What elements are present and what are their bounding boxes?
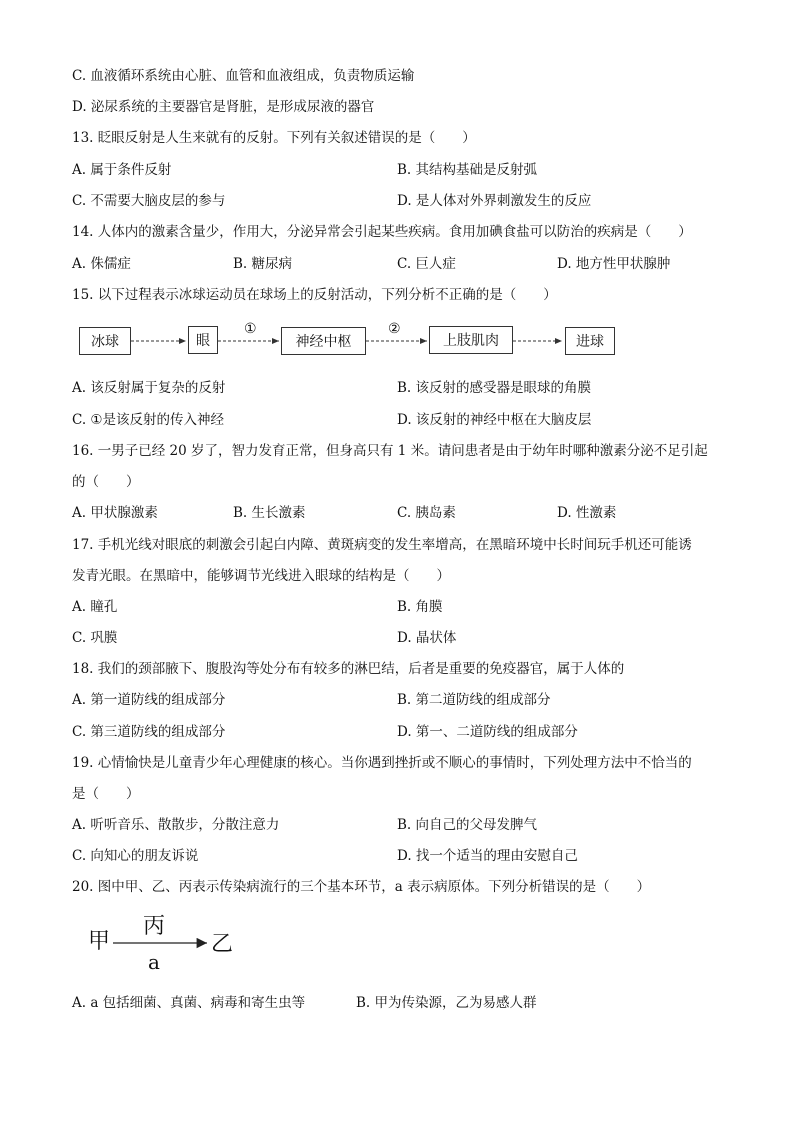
q19-stem-line1: 19. 心情愉快是儿童青少年心理健康的核心。当你遇到挫折或不顺心的事情时，下列处理方法中不恰当的 [72, 755, 692, 771]
q12-option-d: D. 泌尿系统的主要器官是肾脏，是形成尿液的器官 [72, 99, 375, 115]
q19-option-c: C. 向知心的朋友诉说 [72, 848, 199, 864]
flow-box-nerve-center: 神经中枢 [281, 327, 366, 355]
q19-option-a: A. 听听音乐、散散步，分散注意力 [72, 817, 280, 833]
q14-option-a: A. 侏儒症 [72, 256, 131, 272]
q18-option-b: B. 第二道防线的组成部分 [397, 692, 551, 708]
q13-stem: 13. 眨眼反射是人生来就有的反射。下列有关叙述错误的是（ ） [72, 130, 476, 146]
q15-option-d: D. 该反射的神经中枢在大脑皮层 [397, 412, 592, 428]
q17-option-b: B. 角膜 [397, 599, 443, 615]
flow-mark-2: ② [388, 321, 401, 337]
diagram-label-bing: 丙 [143, 914, 166, 939]
q12-option-c: C. 血液循环系统由心脏、血管和血液组成，负责物质运输 [72, 68, 415, 84]
flow-box-ice-puck: 冰球 [79, 327, 131, 355]
flow-box-goal: 进球 [565, 327, 615, 355]
q15-stem: 15. 以下过程表示冰球运动员在球场上的反射活动，下列分析不正确的是（ ） [72, 287, 557, 303]
diagram-label-a: a [148, 950, 160, 974]
q14-option-d: D. 地方性甲状腺肿 [557, 256, 671, 272]
q18-option-c: C. 第三道防线的组成部分 [72, 724, 226, 740]
q18-stem: 18. 我们的颈部腋下、腹股沟等处分布有较多的淋巴结，后者是重要的免疫器官，属于人体的 [72, 661, 625, 677]
q17-option-c: C. 巩膜 [72, 630, 118, 646]
diagram-label-yi: 乙 [211, 932, 234, 957]
flow-mark-1: ① [244, 321, 257, 337]
q16-option-a: A. 甲状腺激素 [72, 505, 158, 521]
q17-stem-line1: 17. 手机光线对眼底的刺激会引起白内障、黄斑病变的发生率增高，在黑暗环境中长时间玩手机还可能诱 [72, 537, 692, 553]
q15-option-a: A. 该反射属于复杂的反射 [72, 380, 226, 396]
diagram-label-jia: 甲 [88, 929, 111, 954]
q16-option-c: C. 胰岛素 [397, 505, 456, 521]
q13-option-c: C. 不需要大脑皮层的参与 [72, 193, 226, 209]
q17-option-a: A. 瞳孔 [72, 599, 118, 615]
q16-stem-line1: 16. 一男子已经 20 岁了，智力发育正常，但身高只有 1 米。请问患者是由于幼年时哪种激素分泌不足引起 [72, 443, 708, 459]
q17-stem-line2: 发青光眼。在黑暗中，能够调节光线进入眼球的结构是（ ） [72, 568, 450, 584]
q16-option-b: B. 生长激素 [233, 505, 306, 521]
q14-stem: 14. 人体内的激素含量少，作用大，分泌异常会引起某些疾病。食用加碘食盐可以防治的疾病是（ ） [72, 224, 692, 240]
q13-option-b: B. 其结构基础是反射弧 [397, 162, 538, 178]
q15-option-b: B. 该反射的感受器是眼球的角膜 [397, 380, 592, 396]
q19-option-b: B. 向自己的父母发脾气 [397, 817, 538, 833]
q13-option-a: A. 属于条件反射 [72, 162, 172, 178]
q17-option-d: D. 晶状体 [397, 630, 457, 646]
q20-option-b: B. 甲为传染源，乙为易感人群 [356, 995, 537, 1011]
q18-option-d: D. 第一、二道防线的组成部分 [397, 724, 578, 740]
q16-option-d: D. 性激素 [557, 505, 617, 521]
flow-box-upper-limb-muscle: 上肢肌肉 [429, 326, 513, 354]
q19-stem-line2: 是（ ） [72, 786, 140, 802]
q18-option-a: A. 第一道防线的组成部分 [72, 692, 226, 708]
q14-option-b: B. 糖尿病 [233, 256, 293, 272]
q16-stem-line2: 的（ ） [72, 474, 140, 490]
q15-option-c: C. ①是该反射的传入神经 [72, 412, 225, 428]
q19-option-d: D. 找一个适当的理由安慰自己 [397, 848, 578, 864]
q20-stem: 20. 图中甲、乙、丙表示传染病流行的三个基本环节，a 表示病原体。下列分析错误的是（ ） [72, 879, 651, 895]
q13-option-d: D. 是人体对外界刺激发生的反应 [397, 193, 592, 209]
q14-option-c: C. 巨人症 [397, 256, 456, 272]
q20-option-a: A. a 包括细菌、真菌、病毒和寄生虫等 [72, 995, 306, 1011]
flow-box-eye: 眼 [188, 326, 218, 354]
